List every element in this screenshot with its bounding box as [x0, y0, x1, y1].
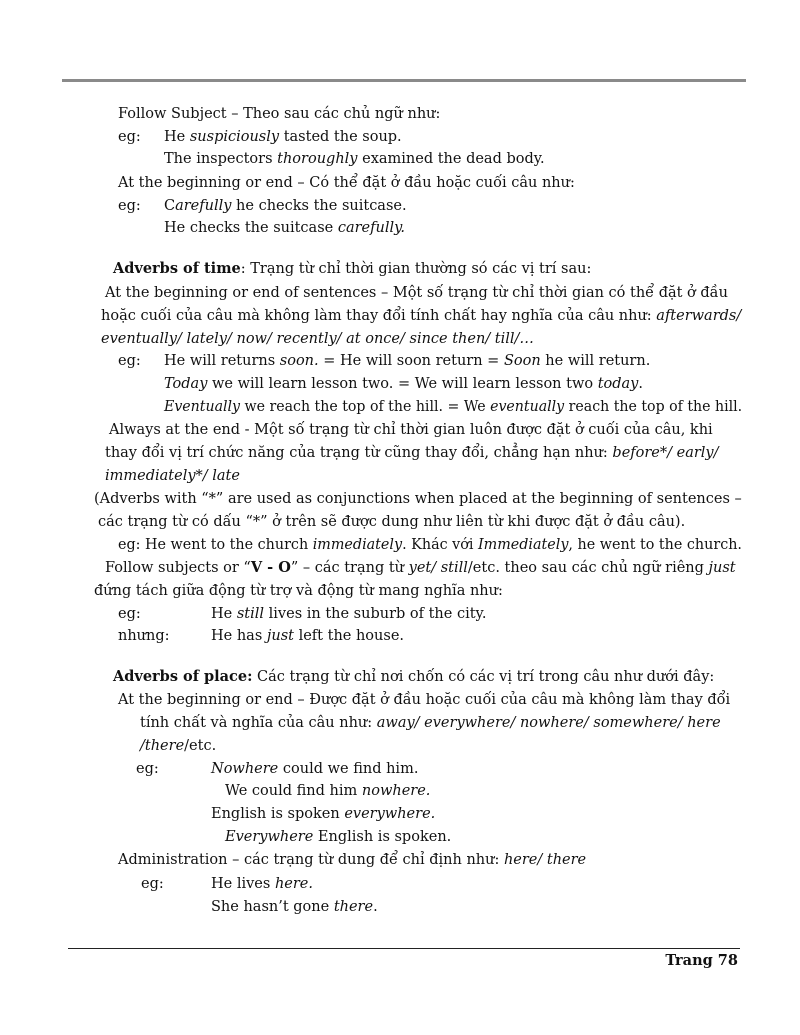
example-line: Nowhere could we find him. — [211, 761, 419, 777]
text-line: Follow Subject – Theo sau các chủ ngữ như: — [118, 106, 441, 122]
text-line: Administration – các trạng từ dung để chỉ định như: here/ there — [118, 852, 587, 868]
example-line: We could find him nowhere. — [225, 783, 431, 799]
example-line: Everywhere English is spoken. — [225, 829, 452, 845]
text-line: đứng tách giữa động từ trợ và động từ mang nghĩa như: — [94, 583, 503, 599]
eg-label: eg: — [118, 606, 141, 622]
example-line: He has just left the house. — [211, 628, 405, 644]
text-line: tính chất và nghĩa của câu như: away/ everywhere/ nowhere/ somewhere/ here — [140, 715, 721, 731]
text-line: Follow subjects or “V - O” – các trạng từ yet/ still/etc. theo sau các chủ ngữ riêng just — [105, 559, 736, 576]
example-line: He checks the suitcase carefully. — [164, 220, 405, 236]
example-line: eg: He went to the church immediately. Khác với Immediately, he went to the church. — [118, 537, 742, 553]
example-line: Today we will learn lesson two. = We will learn lesson two today. — [164, 376, 643, 392]
example-line: He will returns soon. = He will soon return = Soon he will return. — [164, 353, 651, 369]
example-line: He suspiciously tasted the soup. — [164, 129, 402, 145]
section-heading-place: Adverbs of place: Các trạng từ chỉ nơi chốn có các vị trí trong câu như dưới đây: — [113, 668, 715, 685]
text-line: immediately*/ late — [105, 468, 240, 484]
eg-label: eg: — [118, 198, 141, 214]
text-line: At the beginning or end – Có thể đặt ở đầu hoặc cuối câu như: — [118, 175, 575, 191]
text-line: (Adverbs with “*” are used as conjunctions when placed at the beginning of sentences – — [94, 491, 742, 507]
eg-label: eg: — [136, 761, 159, 777]
text-line: eventually/ lately/ now/ recently/ at once/ since then/ till/… — [101, 331, 534, 347]
text-line: thay đổi vị trí chức năng của trạng từ cũng thay đổi, chẳng hạn như: before*/ early/ — [105, 445, 719, 461]
example-line: The inspectors thoroughly examined the dead body. — [164, 151, 545, 167]
example-line: Carefully he checks the suitcase. — [164, 198, 407, 214]
text-line: At the beginning or end of sentences – Một số trạng từ chỉ thời gian có thể đặt ở đầu — [105, 285, 728, 301]
header-rule — [62, 79, 746, 82]
example-line: Eventually we reach the top of the hill. = We eventually reach the top of the hill. — [164, 399, 743, 415]
text-line: Always at the end - Một số trạng từ chỉ thời gian luôn được đặt ở cuối của câu, khi — [109, 422, 713, 438]
example-line: English is spoken everywhere. — [211, 806, 436, 822]
text-line: /there/etc. — [140, 738, 217, 754]
eg-label: eg: — [118, 129, 141, 145]
nhung-label: nhưng: — [118, 628, 170, 644]
eg-label: eg: — [118, 353, 141, 369]
text-line: các trạng từ có dấu “*” ở trên sẽ được dung như liên từ khi được đặt ở đầu câu). — [98, 514, 686, 530]
example-line: She hasn’t gone there. — [211, 899, 378, 915]
footer-rule — [68, 948, 740, 949]
section-heading-time: Adverbs of time: Trạng từ chỉ thời gian thường só các vị trí sau: — [113, 260, 592, 277]
example-line: He lives here. — [211, 876, 313, 892]
page-number: Trang 78 — [665, 952, 738, 969]
text-line: hoặc cuối của câu mà không làm thay đổi tính chất hay nghĩa của câu như: afterwards/ — [101, 308, 742, 324]
text-line: At the beginning or end – Được đặt ở đầu hoặc cuối của câu mà không làm thay đổi — [118, 692, 731, 708]
eg-label: eg: — [141, 876, 164, 892]
example-line: He still lives in the suburb of the city. — [211, 606, 487, 622]
